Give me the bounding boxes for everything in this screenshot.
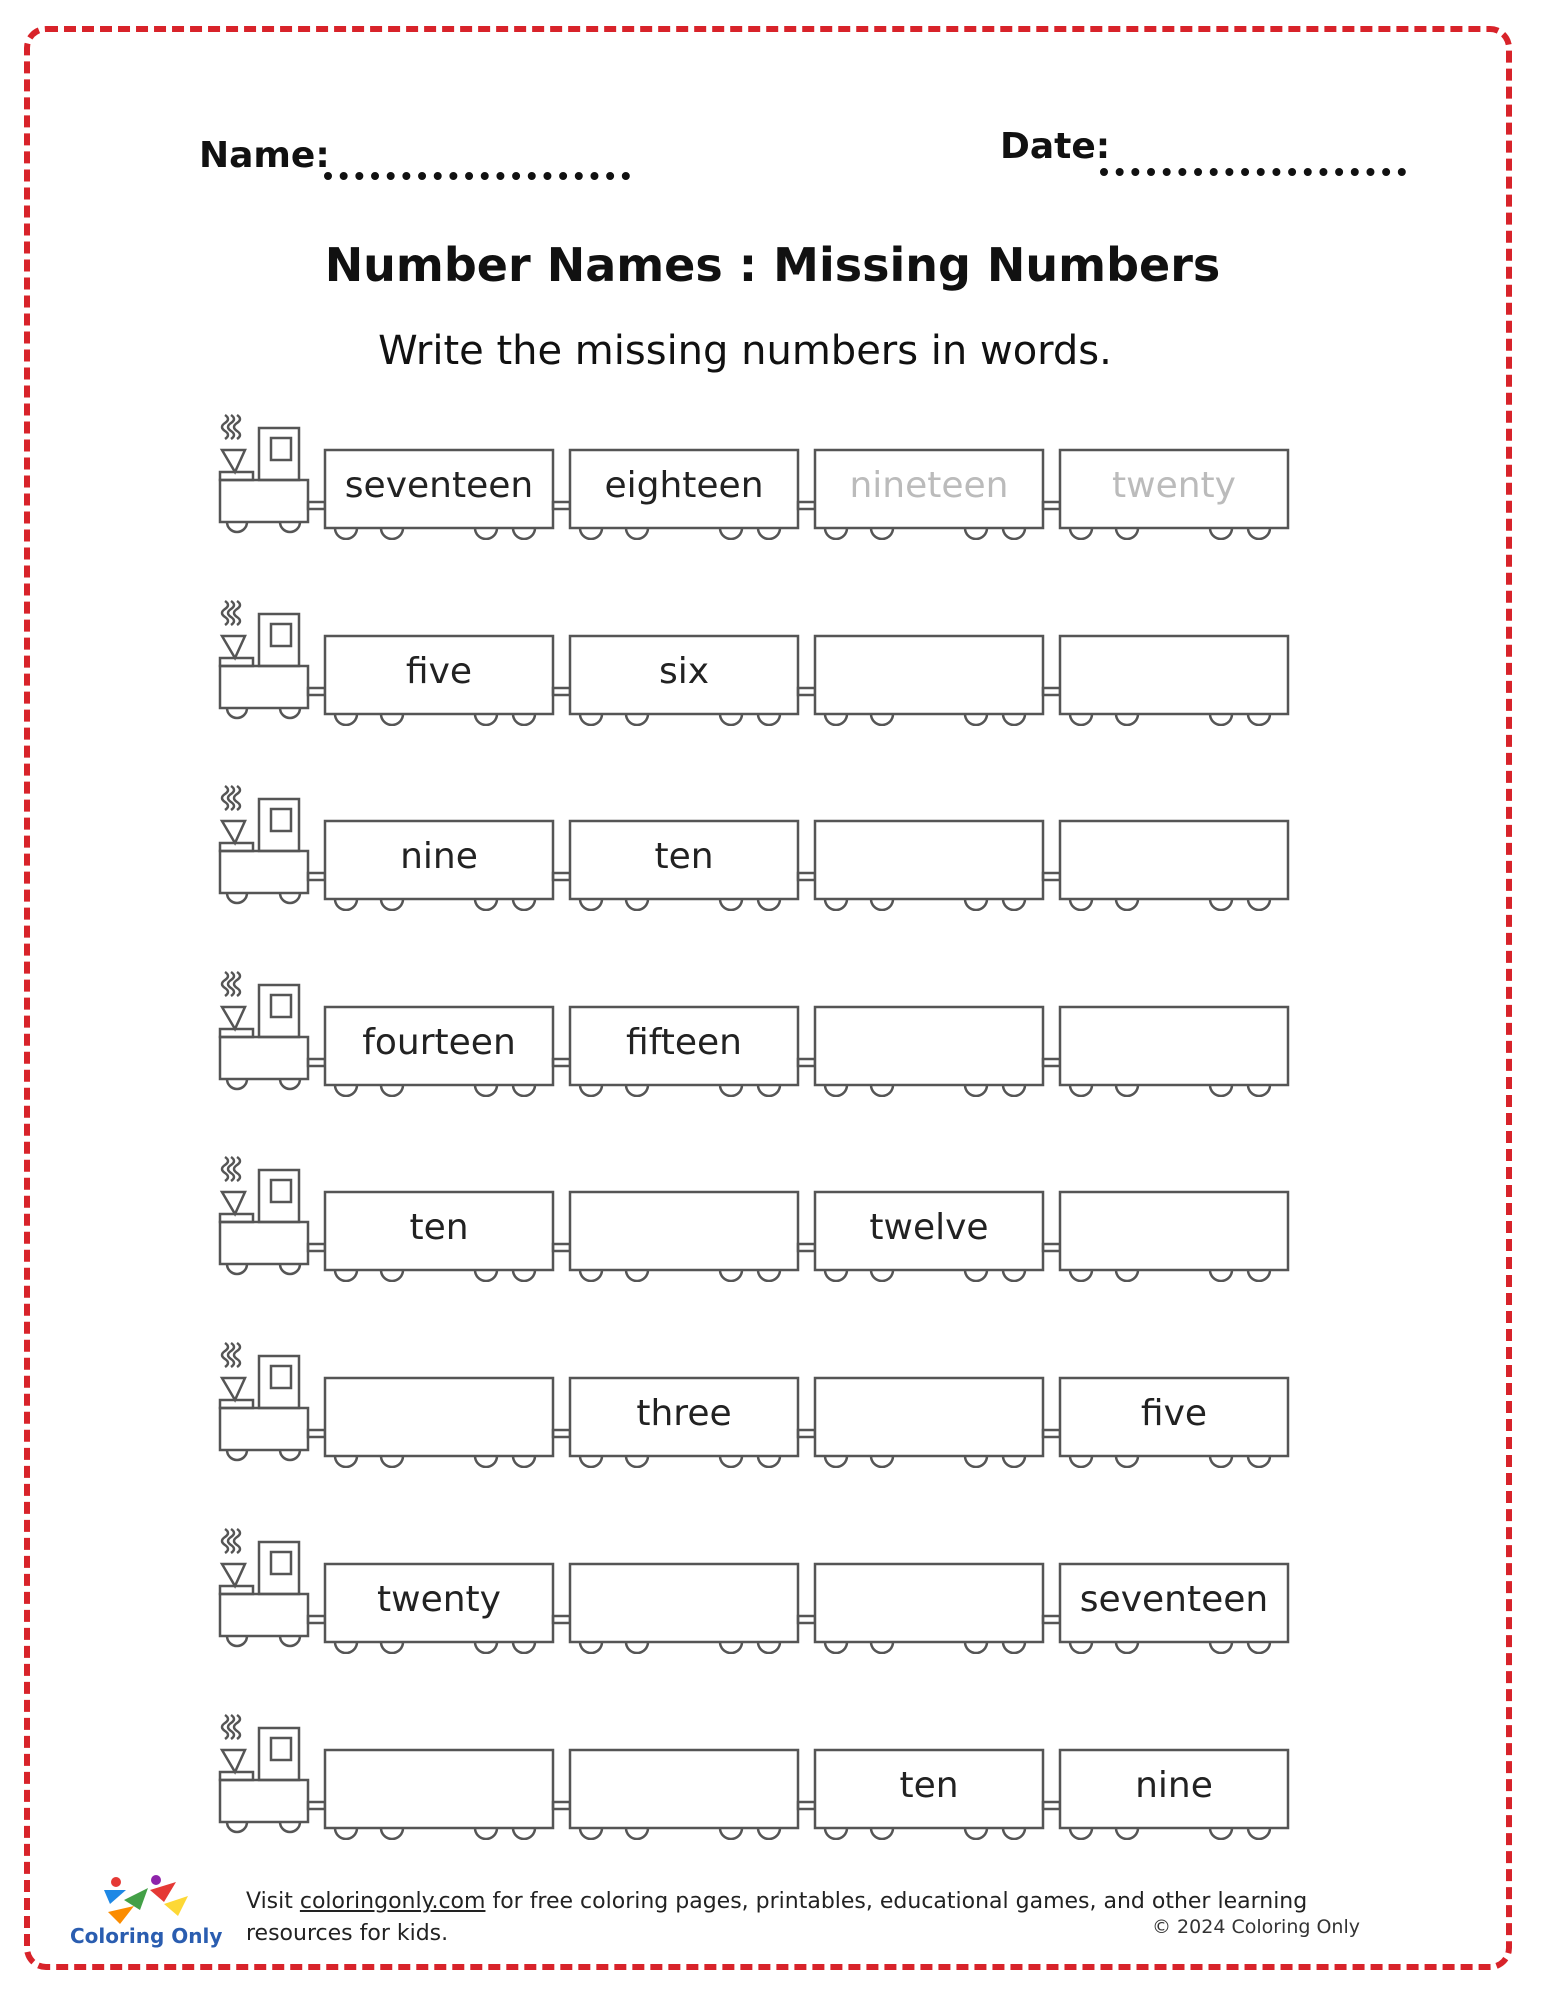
train-car-blank[interactable] bbox=[815, 636, 1043, 706]
train-car-blank[interactable] bbox=[1060, 1192, 1288, 1262]
train-car-word: five bbox=[1140, 1392, 1208, 1434]
name-input-line[interactable] bbox=[324, 172, 630, 180]
train-row bbox=[215, 596, 1315, 726]
train-car-word: twenty bbox=[377, 1578, 501, 1620]
train-car-word: twenty bbox=[1112, 464, 1236, 506]
footer-text-before: Visit bbox=[246, 1889, 300, 1914]
train-car-word: eighteen bbox=[604, 464, 764, 506]
train-car-word: seventeen bbox=[1079, 1578, 1269, 1620]
train-car-word: ten bbox=[654, 835, 714, 877]
train-car-word: fifteen bbox=[626, 1021, 742, 1063]
train-car-word: ten bbox=[899, 1764, 959, 1806]
train-car-blank[interactable] bbox=[1060, 636, 1288, 706]
footer-text-after: for free coloring pages, printables, educational games, and other learning resources for kids. bbox=[246, 1889, 1308, 1946]
train-car-blank[interactable] bbox=[325, 1750, 553, 1820]
train-car-word: nineteen bbox=[849, 464, 1009, 506]
train-car-word: six bbox=[658, 650, 710, 692]
footer-link[interactable]: coloringonly.com bbox=[299, 1889, 486, 1914]
train-car-word: ten bbox=[409, 1206, 469, 1248]
page-title: Number Names : Missing Numbers bbox=[324, 238, 1221, 292]
train-car-blank[interactable] bbox=[815, 821, 1043, 891]
train-car-blank[interactable] bbox=[325, 1378, 553, 1448]
train-car-word: five bbox=[405, 650, 473, 692]
train-car-word: seventeen bbox=[344, 464, 534, 506]
train-row bbox=[215, 1338, 1315, 1468]
train-car-blank[interactable] bbox=[570, 1750, 798, 1820]
train-car-blank[interactable] bbox=[570, 1564, 798, 1634]
train-row bbox=[215, 1152, 1315, 1282]
train-car-blank[interactable] bbox=[815, 1564, 1043, 1634]
train-car-word: nine bbox=[1135, 1764, 1213, 1806]
train-row bbox=[215, 1524, 1315, 1654]
train-row bbox=[215, 1710, 1315, 1840]
train-car-blank[interactable] bbox=[1060, 821, 1288, 891]
train-car-word: fourteen bbox=[362, 1021, 516, 1063]
train-row bbox=[215, 781, 1315, 911]
train-row bbox=[215, 967, 1315, 1097]
train-car-blank[interactable] bbox=[570, 1192, 798, 1262]
train-car-blank[interactable] bbox=[1060, 1007, 1288, 1077]
name-label: Name: bbox=[199, 135, 330, 176]
logo-text: Coloring Only bbox=[70, 1924, 223, 1948]
train-row bbox=[215, 410, 1315, 540]
train-car-word: nine bbox=[400, 835, 478, 877]
train-car-word: three bbox=[636, 1392, 732, 1434]
train-car-blank[interactable] bbox=[815, 1007, 1043, 1077]
date-input-line[interactable] bbox=[1100, 168, 1406, 176]
copyright: © 2024 Coloring Only bbox=[1152, 1916, 1360, 1938]
instruction-text: Write the missing numbers in words. bbox=[378, 328, 1112, 374]
train-car-blank[interactable] bbox=[815, 1378, 1043, 1448]
train-car-word: twelve bbox=[869, 1206, 989, 1248]
date-label: Date: bbox=[1000, 126, 1111, 167]
